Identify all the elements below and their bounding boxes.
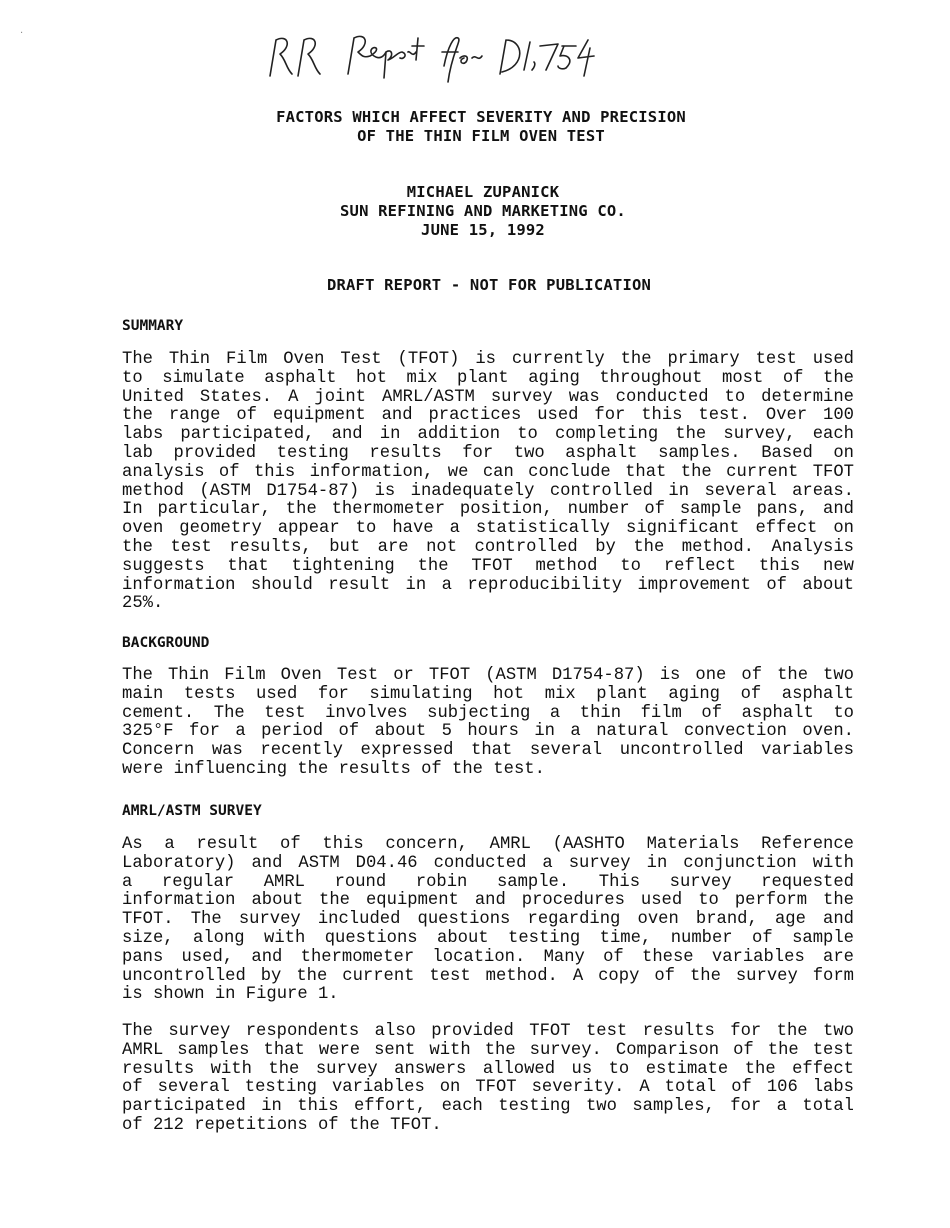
text-line: The Thin Film Oven Test or TFOT (ASTM D1754-87) is one of the two — [122, 666, 854, 685]
text-line: The Thin Film Oven Test (TFOT) is currently the primary test used — [122, 350, 854, 369]
background-paragraph — [122, 667, 854, 780]
author-name: MICHAEL ZUPANICK — [406, 183, 560, 201]
text-line: In particular, the thermometer position, number of sample pans, and — [122, 500, 854, 520]
text-line: United States. A joint AMRL/ASTM survey was conducted to determine — [122, 387, 854, 407]
survey-paragraph-2 — [122, 1023, 854, 1136]
author-company: SUN REFINING AND MARKETING CO. — [340, 202, 626, 220]
text-line: pans used, and thermometer location. Many of these variables are — [122, 947, 854, 967]
text-line: AMRL samples that were sent with the survey. Comparison of the test — [122, 1040, 854, 1060]
draft-notice: DRAFT REPORT - NOT FOR PUBLICATION — [326, 276, 652, 294]
text-line: of several testing variables on TFOT severity. A total of 106 labs — [122, 1078, 854, 1098]
report-date: JUNE 15, 1992 — [421, 221, 545, 239]
text-line: participated in this effort, each testing two samples, for a total — [122, 1097, 854, 1117]
scan-speck: · — [20, 28, 24, 39]
document-title — [6, 108, 950, 146]
text-line: 325°F for a period of about 5 hours in a natural convection oven. — [122, 722, 854, 742]
text-line: information should result in a reproducibility improvement of about — [122, 575, 854, 595]
text-line: suggests that tightening the TFOT method to reflect this new — [122, 556, 854, 576]
summary-heading: SUMMARY — [122, 318, 184, 334]
background-heading: BACKGROUND — [122, 635, 210, 651]
handwritten-annotation — [262, 26, 622, 90]
text-line: cement. The test involves subjecting a thin film of asphalt to — [122, 703, 854, 723]
text-line: the test results, but are not controlled by the method. Analysis — [122, 537, 854, 557]
survey-paragraph-1 — [122, 836, 854, 1005]
text-line: of 212 repetitions of the TFOT. — [122, 1115, 442, 1135]
text-line: Concern was recently expressed that several uncontrolled variables — [122, 741, 854, 761]
summary-paragraph — [122, 351, 854, 614]
text-line: to simulate asphalt hot mix plant aging throughout most of the — [122, 368, 854, 388]
text-line: oven geometry appear to have a statistically significant effect on — [122, 519, 854, 539]
text-line: labs participated, and in addition to completing the survey, each — [122, 425, 854, 445]
text-line: As a result of this concern, AMRL (AASHTO Materials Reference — [122, 835, 854, 854]
survey-heading: AMRL/ASTM SURVEY — [122, 803, 262, 819]
text-line: main tests used for simulating hot mix plant aging of asphalt — [122, 684, 854, 704]
text-line: analysis of this information, we can conclude that the current TFOT — [122, 462, 854, 482]
text-line: size, along with questions about testing time, number of sample — [122, 928, 854, 948]
title-line-1: FACTORS WHICH AFFECT SEVERITY AND PRECISION — [276, 108, 686, 126]
text-line: were influencing the results of the test. — [122, 759, 545, 779]
text-line: Laboratory) and ASTM D04.46 conducted a survey in conjunction with — [122, 853, 854, 873]
text-line: results with the survey answers allowed us to estimate the effect — [122, 1059, 854, 1079]
text-line: 25%. — [122, 594, 164, 614]
text-line: is shown in Figure 1. — [122, 985, 339, 1005]
text-line: information about the equipment and procedures used to perform the — [122, 891, 854, 911]
text-line: a regular AMRL round robin sample. This survey requested — [122, 872, 854, 892]
author-block — [8, 183, 950, 240]
text-line: the range of equipment and practices used for this test. Over 100 — [122, 406, 854, 426]
text-line: lab provided testing results for two asphalt samples. Based on — [122, 443, 854, 463]
title-line-2: OF THE THIN FILM OVEN TEST — [357, 127, 605, 145]
text-line: TFOT. The survey included questions regarding oven brand, age and — [122, 910, 854, 930]
text-line: The survey respondents also provided TFOT test results for the two — [122, 1022, 854, 1041]
text-line: method (ASTM D1754-87) is inadequately controlled in several areas. — [122, 481, 854, 501]
text-line: uncontrolled by the current test method. A copy of the survey form — [122, 966, 854, 986]
